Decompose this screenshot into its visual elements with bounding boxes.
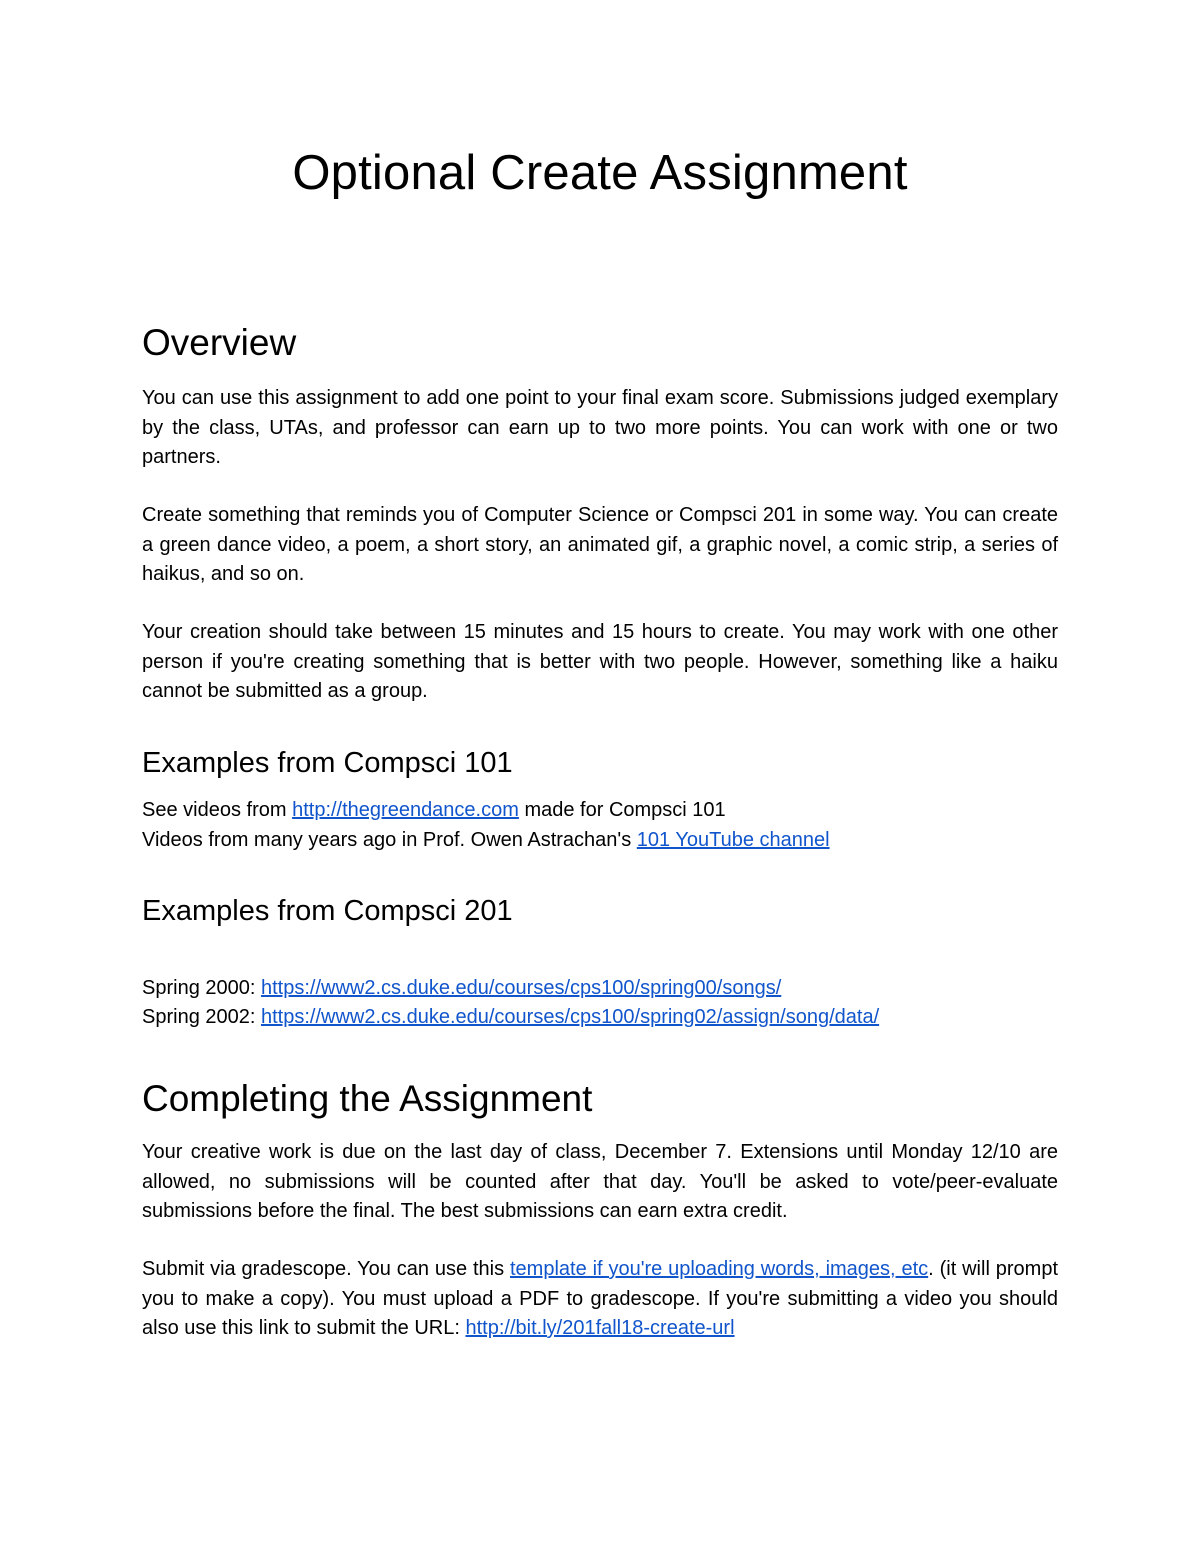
examples-101-line-1-text: See videos from — [142, 799, 293, 821]
examples-201-heading: Examples from Compsci 201 — [142, 895, 513, 927]
completing-paragraph-2-middle: . (it will prompt you to make a copy). You must upload a PDF to gradescope. If you're submitting a video you should also use this link to submit the URL: — [142, 1258, 1059, 1339]
document-title: Optional Create Assignment — [292, 146, 908, 200]
overview-heading: Overview — [142, 322, 297, 363]
completing-paragraph-2 — [142, 1255, 1058, 1344]
examples-101-line-1 — [142, 796, 726, 826]
template-link[interactable]: template if you're uploading words, images, etc — [510, 1258, 929, 1280]
spring-2000-link[interactable]: https://www2.cs.duke.edu/courses/cps100/spring00/songs/ — [260, 977, 782, 999]
overview-paragraph-1: You can use this assignment to add one point to your final exam score. Submissions judged exemplary by the class, UTAs, and professor can earn up to two more points. You can work with one or two partners. — [142, 387, 1058, 468]
spring-2002-label: Spring 2002: — [142, 1006, 261, 1028]
examples-101-line-1-suffix: made for Compsci 101 — [518, 799, 726, 821]
spring-2002-link[interactable]: https://www2.cs.duke.edu/courses/cps100/spring02/assign/song/data/ — [260, 1006, 880, 1028]
create-url-link[interactable]: http://bit.ly/201fall18-create-url — [465, 1317, 735, 1339]
examples-101-line-2 — [142, 826, 830, 856]
overview-paragraph-3: Your creation should take between 15 minutes and 15 hours to create. You may work with one other person if you're creating something that is better with two people. However, something like a haiku cannot be submitted as a group. — [142, 621, 1058, 702]
examples-101-heading: Examples from Compsci 101 — [142, 747, 513, 779]
completing-paragraph-1: Your creative work is due on the last day of class, December 7. Extensions until Monday 12/10 are allowed, no submissions will be counted after that day. You'll be asked to vote/peer-evaluate submissions before the final. The best submissions can earn extra credit. — [142, 1141, 1058, 1222]
youtube-channel-link[interactable]: 101 YouTube channel — [636, 829, 830, 851]
examples-201-line-2 — [142, 1003, 879, 1033]
examples-201-line-1 — [142, 974, 781, 1004]
spring-2000-label: Spring 2000: — [142, 977, 261, 999]
completing-heading: Completing the Assignment — [142, 1078, 593, 1119]
completing-paragraph-2-text: Submit via gradescope. You can use this — [142, 1258, 510, 1280]
examples-101-line-2-text: Videos from many years ago in Prof. Owen Astrachan's — [142, 829, 637, 851]
greendance-link[interactable]: http://thegreendance.com — [292, 799, 519, 821]
overview-paragraph-2: Create something that reminds you of Computer Science or Compsci 201 in some way. You can create a green dance video, a poem, a short story, an animated gif, a graphic novel, a comic strip, a series of haikus, and so on. — [142, 504, 1058, 585]
